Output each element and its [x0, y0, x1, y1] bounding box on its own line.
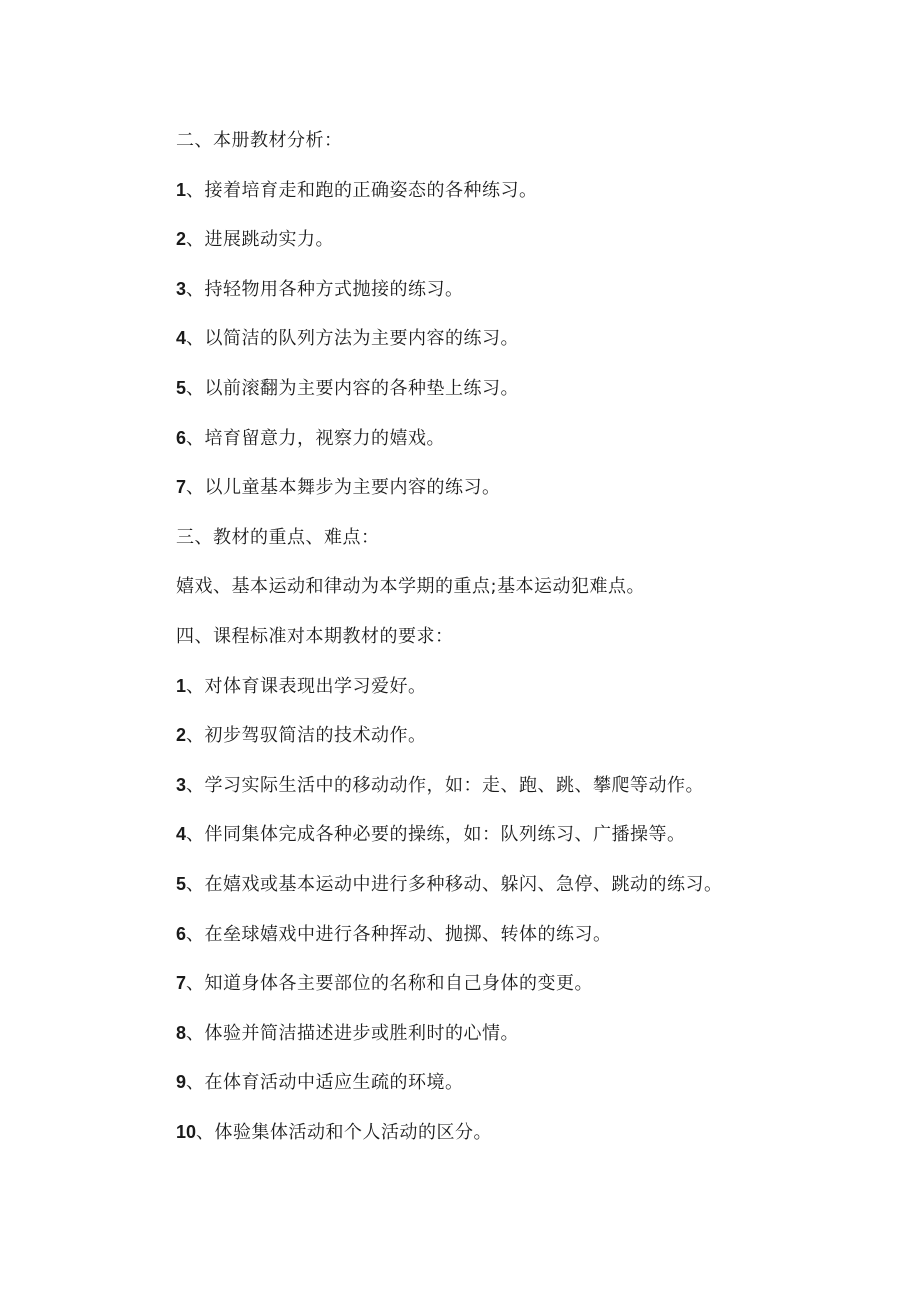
list-item — [176, 910, 876, 960]
item-text: 、对体育课表现出学习爱好。 — [186, 675, 427, 697]
list-item — [176, 959, 876, 1009]
item-text: 、在体育活动中适应生疏的环境。 — [186, 1072, 464, 1094]
item-text: 、以前滚翻为主要内容的各种垫上练习。 — [186, 377, 520, 399]
item-number: 6 — [176, 923, 187, 944]
list-item — [176, 463, 876, 513]
item-text: 、体验并简洁描述进步或胜利时的心情。 — [186, 1022, 520, 1044]
section-heading: 四、课程标准对本期教材的要求： — [176, 625, 454, 647]
item-text: 、以儿童基本舞步为主要内容的练习。 — [186, 477, 501, 499]
item-text: 、体验集体活动和个人活动的区分。 — [196, 1121, 493, 1143]
item-text: 、学习实际生活中的移动动作，如：走、跑、跳、攀爬等动作。 — [186, 774, 705, 796]
item-number: 1 — [176, 179, 187, 200]
list-item — [176, 364, 876, 414]
item-text: 、初步驾驭简洁的技术动作。 — [186, 725, 427, 747]
item-text: 、伴同集体完成各种必要的操练，如：队列练习、广播操等。 — [186, 824, 686, 846]
item-number: 5 — [176, 377, 187, 398]
item-text: 、进展跳动实力。 — [186, 229, 335, 251]
item-number: 2 — [176, 725, 187, 746]
section-heading: 三、教材的重点、难点： — [176, 526, 380, 548]
item-number: 4 — [176, 824, 187, 845]
item-text: 、接着培育走和跑的正确姿态的各种练习。 — [186, 179, 538, 201]
item-text: 、以简洁的队列方法为主要内容的练习。 — [186, 328, 520, 350]
list-item — [176, 1009, 876, 1059]
list-item — [176, 314, 876, 364]
list-item — [176, 265, 876, 315]
list-item — [176, 1108, 876, 1158]
item-number: 7 — [176, 973, 187, 994]
list-item — [176, 166, 876, 216]
document-page — [176, 116, 876, 1157]
list-item — [176, 711, 876, 761]
item-number: 2 — [176, 229, 187, 250]
item-number: 9 — [176, 1072, 187, 1093]
list-item — [176, 215, 876, 265]
list-item — [176, 414, 876, 464]
item-text: 、知道身体各主要部位的名称和自己身体的变更。 — [186, 973, 594, 995]
item-number: 7 — [176, 477, 187, 498]
item-number: 6 — [176, 427, 187, 448]
item-text: 、在垒球嬉戏中进行各种挥动、抛掷、转体的练习。 — [186, 923, 612, 945]
list-item — [176, 860, 876, 910]
item-text: 、在嬉戏或基本运动中进行多种移动、躲闪、急停、跳动的练习。 — [186, 873, 723, 895]
item-number: 3 — [176, 278, 187, 299]
item-text: 、持轻物用各种方式抛接的练习。 — [186, 278, 464, 300]
list-item — [176, 761, 876, 811]
list-item — [176, 1058, 876, 1108]
list-item — [176, 662, 876, 712]
paragraph: 嬉戏、基本运动和律动为本学期的重点;基本运动犯难点。 — [176, 576, 646, 598]
item-text: 、培育留意力，视察力的嬉戏。 — [186, 427, 446, 449]
item-number: 1 — [176, 675, 187, 696]
item-number: 3 — [176, 774, 187, 795]
item-number: 5 — [176, 873, 187, 894]
section-heading: 二、本册教材分析： — [176, 130, 343, 151]
list-item — [176, 810, 876, 860]
item-number: 4 — [176, 328, 187, 349]
item-number: 10 — [176, 1121, 197, 1142]
item-number: 8 — [176, 1022, 187, 1043]
